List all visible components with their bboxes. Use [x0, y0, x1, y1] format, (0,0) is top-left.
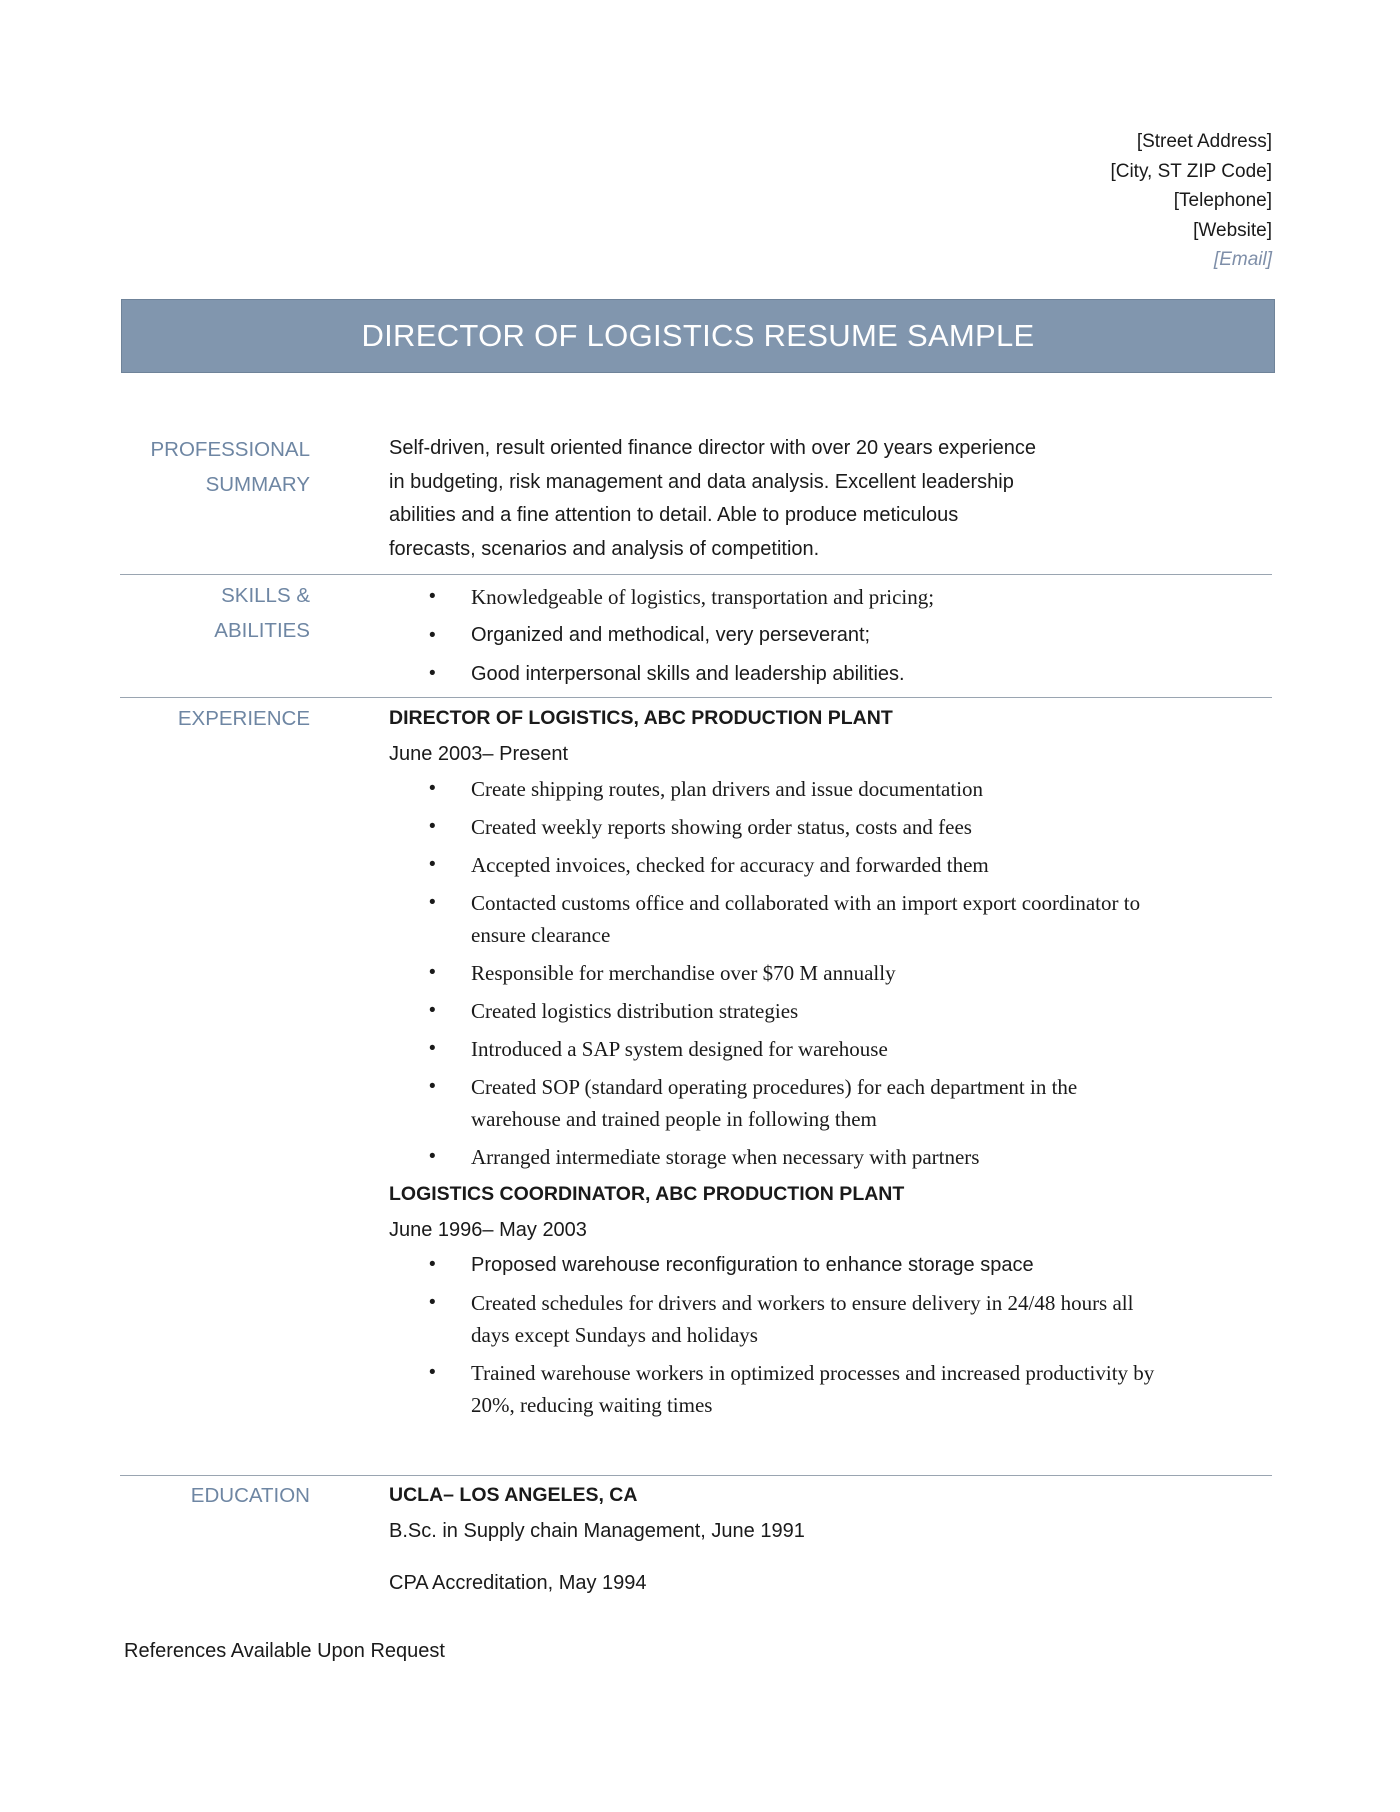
list-item: • Arranged intermediate storage when necessary with partners — [389, 1141, 1169, 1173]
list-item: • Accepted invoices, checked for accuracy and forwarded them — [389, 849, 1169, 881]
experience-content — [389, 701, 1169, 1421]
school-name: UCLA– LOS ANGELES, CA — [389, 1484, 638, 1506]
job-dates: June 2003– Present — [389, 743, 569, 765]
job-title: DIRECTOR OF LOGISTICS, ABC PRODUCTION PLANT — [389, 707, 893, 729]
list-item: • Created SOP (standard operating procedures) for each department in the warehouse and trained people in following them — [389, 1071, 1169, 1135]
list-item: • Trained warehouse workers in optimized processes and increased productivity by 20%, reducing waiting times — [389, 1357, 1169, 1421]
summary-label: PROFESSIONAL SUMMARY — [150, 438, 310, 496]
list-item: • Created logistics distribution strategies — [389, 995, 1169, 1027]
list-item: • Created schedules for drivers and workers to ensure delivery in 24/48 hours all days except Sundays and holidays — [389, 1287, 1169, 1351]
list-item: • Responsible for merchandise over $70 M annually — [389, 957, 1169, 989]
job-bullets — [389, 1249, 1169, 1421]
city-state-zip: [City, ST ZIP Code] — [1110, 160, 1272, 182]
list-item: • Contacted customs office and collaborated with an import export coordinator to ensure clearance — [389, 887, 1169, 951]
resume-title: DIRECTOR OF LOGISTICS RESUME SAMPLE — [361, 318, 1035, 353]
list-item: • Proposed warehouse reconfiguration to enhance storage space — [389, 1249, 1169, 1281]
website: [Website] — [1193, 219, 1272, 241]
skills-list — [389, 578, 1169, 693]
summary-line: forecasts, scenarios and analysis of competition. — [389, 537, 820, 560]
telephone: [Telephone] — [1173, 190, 1272, 211]
section-divider — [120, 574, 1272, 575]
summary-line: in budgeting, risk management and data analysis. Excellent leadership — [389, 470, 1014, 493]
job-bullets — [389, 773, 1169, 1173]
list-item: • Knowledgeable of logistics, transportation and pricing; — [389, 578, 1169, 616]
summary-text — [389, 432, 1169, 566]
list-item: • Organized and methodical, very perseverant; — [389, 616, 1169, 655]
section-divider — [120, 1475, 1272, 1476]
education-label: EDUCATION — [190, 1484, 310, 1507]
section-divider — [120, 697, 1272, 698]
experience-label: EXPERIENCE — [177, 707, 310, 730]
accreditation: CPA Accreditation, May 1994 — [389, 1572, 647, 1594]
skills-label: SKILLS & ABILITIES — [214, 584, 310, 642]
contact-block — [1110, 127, 1272, 275]
job-dates: June 1996– May 2003 — [389, 1219, 587, 1241]
job-title: LOGISTICS COORDINATOR, ABC PRODUCTION PLANT — [389, 1183, 905, 1205]
list-item: • Good interpersonal skills and leadership abilities. — [389, 655, 1169, 693]
list-item: • Create shipping routes, plan drivers and issue documentation — [389, 773, 1169, 805]
street-address: [Street Address] — [1136, 131, 1272, 152]
degree: B.Sc. in Supply chain Management, June 1991 — [389, 1520, 805, 1542]
title-banner — [121, 299, 1275, 373]
summary-line: Self-driven, result oriented finance director with over 20 years experience — [389, 437, 1036, 459]
email: [Email] — [1213, 249, 1272, 270]
summary-line: abilities and a fine attention to detail. Able to produce meticulous — [389, 504, 959, 526]
list-item: • Created weekly reports showing order status, costs and fees — [389, 811, 1169, 843]
list-item: • Introduced a SAP system designed for warehouse — [389, 1033, 1169, 1065]
education-content — [389, 1478, 1169, 1602]
references-note: References Available Upon Request — [124, 1640, 445, 1662]
